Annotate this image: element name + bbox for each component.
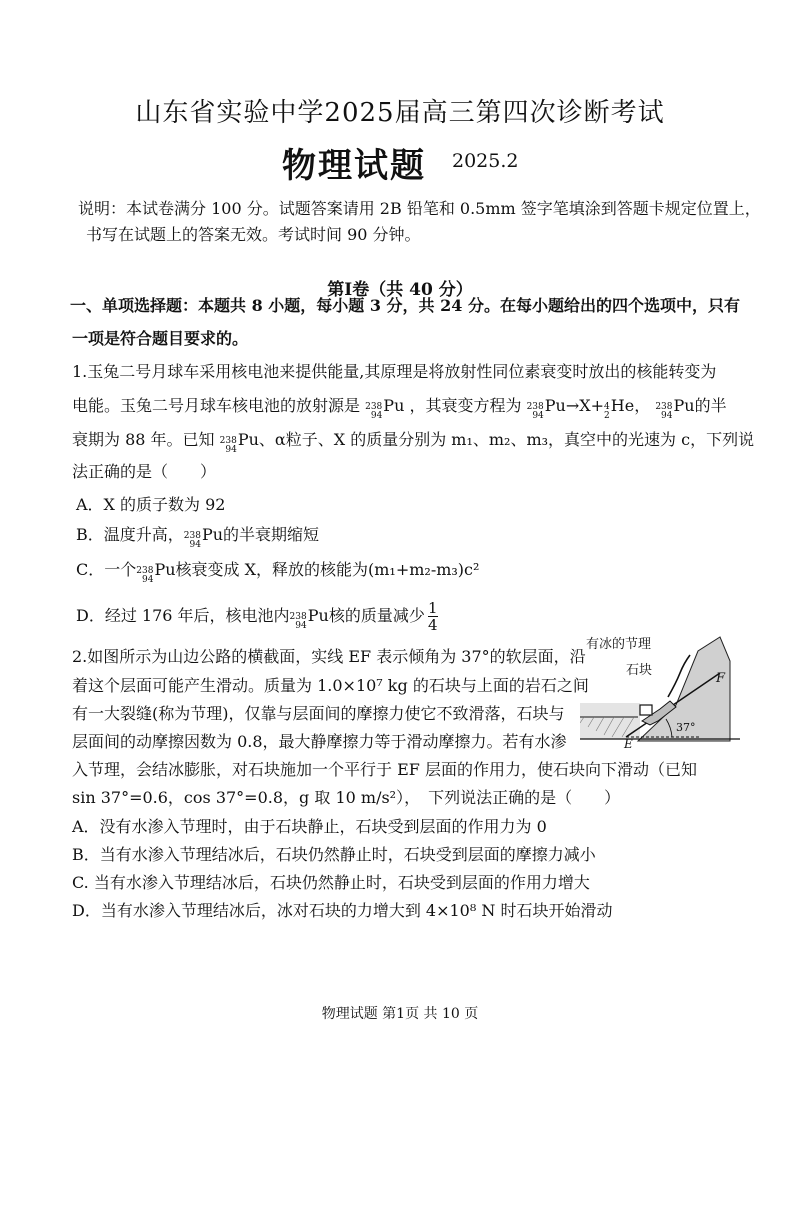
q2-option-b[interactable]: B．当有水渗入节理结冰后，石块仍然静止时，石块受到层面的摩擦力减小 [72, 845, 596, 864]
fraction-one-quarter: $\frac{1}{4}$ [428, 599, 438, 634]
decay-arrow: →X+ [565, 396, 605, 415]
option-text: 的半衰期缩短 [223, 525, 320, 544]
section-description-1: 一、单项选择题：本题共 8 小题，每小题 3 分，共 24 分。在每小题给出的四个选项中，只有 [70, 296, 740, 315]
q1-stem-text: ，其衰变方程为 [409, 396, 522, 415]
q1-option-c[interactable] [76, 562, 479, 585]
option-text: B．温度升高， [76, 525, 184, 544]
label-f: F [716, 671, 726, 686]
pu-nuclide: 238 94 Pu [365, 396, 405, 421]
q1-stem-line-4: 法正确的是（ ） [72, 462, 217, 481]
instructions-line-1: 说明：本试卷满分 100 分。试题答案请用 2B 铅笔和 0.5mm 签字笔填涂到答题卡规定位置上， [78, 199, 761, 218]
label-icy-joint: 有冰的节理 [586, 637, 652, 652]
option-text: 核衰变成 X，释放的核能为(m₁+m₂-m₃)c² [175, 560, 480, 579]
q2-stem-line-3: 有一大裂缝(称为节理)，仅靠与层面间的摩擦力使它不致滑落，石块与 [72, 704, 565, 723]
q1-stem-text: 电能。玉兔二号月球车核电池的放射源是 [72, 396, 361, 415]
q2-option-c[interactable]: C. 当有水渗入节理结冰后，石块仍然静止时，石块受到层面的作用力增大 [72, 873, 590, 892]
q2-stem-line-5: 入节理，会结冰膨胀，对石块施加一个平行于 EF 层面的作用力，使石块向下滑动（已知 [72, 760, 697, 779]
subject-title: 物理试题 [282, 146, 426, 186]
q1-stem-text: 的半 [694, 396, 727, 415]
q1-option-d[interactable] [76, 600, 438, 633]
pu-nuclide: 238 94 Pu [655, 396, 695, 421]
pu-nuclide: 238 94 Pu [219, 430, 259, 455]
option-text: D．经过 176 年后，核电池内 [76, 606, 290, 625]
q1-stem-text: 、α粒子、X 的质量分别为 m₁、m₂、m₃，真空中的光速为 c，下列说 [258, 430, 755, 449]
q2-stem-line-2: 着这个层面可能产生滑动。质量为 1.0×10⁷ kg 的石块与上面的岩石之间 [72, 676, 589, 695]
q1-stem-text: ， [634, 396, 651, 415]
q1-option-b[interactable] [76, 527, 319, 550]
q1-option-a[interactable]: A．X 的质子数为 92 [76, 495, 226, 514]
he-nuclide: 4 2 He [604, 396, 635, 421]
q2-stem-line-4: 层面间的动摩擦因数为 0.8，最大静摩擦力等于滑动摩擦力。若有水渗 [72, 732, 567, 751]
q1-stem-line-2 [72, 398, 727, 421]
exam-title: 山东省实验中学2025届高三第四次诊断考试 [135, 98, 665, 128]
q2-option-a[interactable]: A．没有水渗入节理时，由于石块静止，石块受到层面的作用力为 0 [72, 817, 547, 836]
q2-stem-line-6: sin 37°=0.6，cos 37°=0.8，g 取 10 m/s²）， 下列说法正确的是（ ） [72, 788, 621, 807]
label-angle: 37° [676, 721, 696, 734]
label-e: E [624, 737, 633, 751]
q1-stem-line-1: 1.玉兔二号月球车采用核电池来提供能量,其原理是将放射性同位素衰变时放出的核能转变为 [72, 362, 717, 381]
pu-nuclide: 238 94 Pu [183, 525, 224, 550]
instructions-line-2: 书写在试题上的答案无效。考试时间 90 分钟。 [86, 225, 421, 244]
label-stone: 石块 [626, 663, 653, 678]
pu-nuclide: 238 94 Pu [289, 606, 329, 631]
option-text: C．一个 [76, 560, 137, 579]
exam-date: 2025.2 [452, 150, 519, 172]
q2-option-d[interactable]: D．当有水渗入节理结冰后，冰对石块的力增大到 4×10⁸ N 时石块开始滑动 [72, 901, 613, 920]
option-text: 核的质量减少 [328, 606, 425, 625]
q1-stem-line-3 [72, 432, 754, 455]
slope-figure [580, 633, 742, 751]
stone-block [640, 705, 652, 715]
pu-nuclide: 238 94 Pu [136, 560, 176, 585]
section-title: 第Ⅰ卷（共 40 分） [327, 280, 473, 300]
q1-stem-text: 衰期为 88 年。已知 [72, 430, 215, 449]
section-description-2: 一项是符合题目要求的。 [72, 329, 249, 348]
pu-nuclide: 238 94 Pu [526, 396, 566, 421]
q2-stem-line-1: 2.如图所示为山边公路的横截面，实线 EF 表示倾角为 37°的软层面，沿 [72, 647, 586, 666]
page-footer: 物理试题 第1页 共 10 页 [321, 1006, 479, 1022]
